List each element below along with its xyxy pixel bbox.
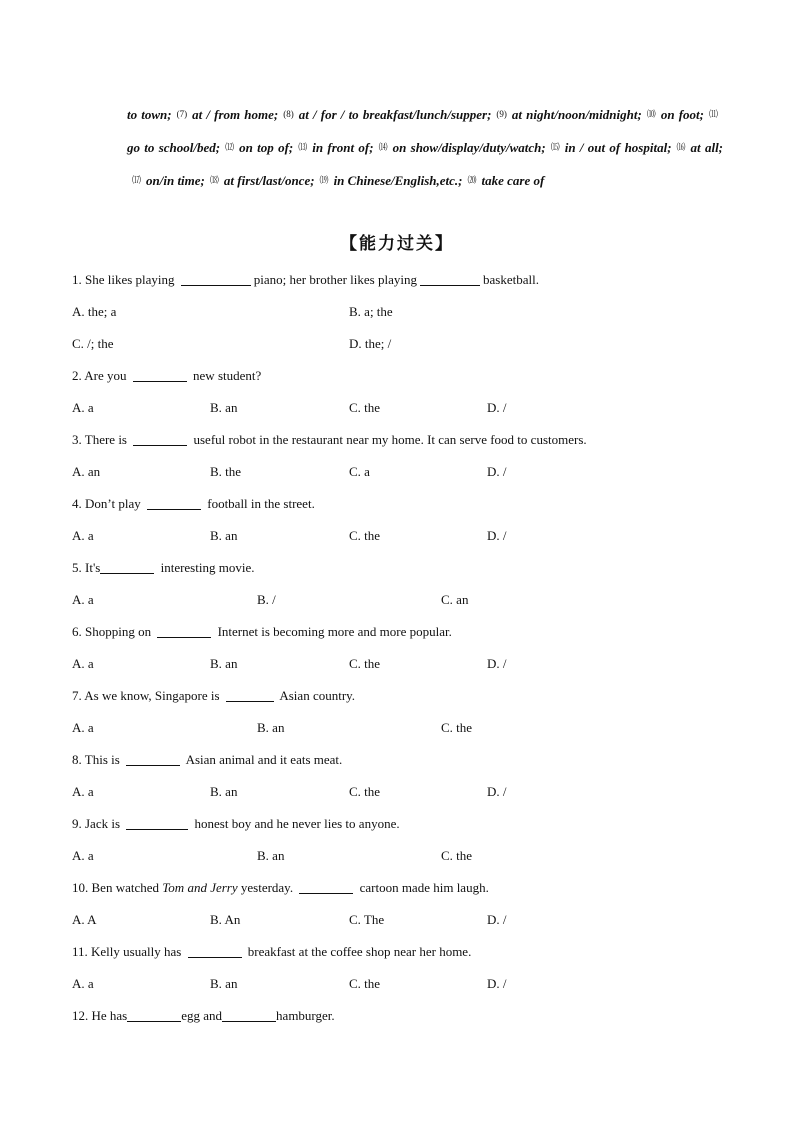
phrase-list	[127, 98, 723, 197]
options-2	[72, 392, 732, 424]
phrase: go to school/bed;	[127, 140, 221, 155]
question-text: 11. Kelly usually has	[72, 944, 185, 959]
option-a[interactable]: A. an	[72, 464, 101, 479]
question-text: interesting movie.	[157, 560, 255, 575]
option-c[interactable]: C. The	[349, 912, 385, 927]
option-c[interactable]: C. the	[349, 976, 381, 991]
question-9	[72, 808, 732, 840]
question-text: yesterday.	[237, 880, 297, 895]
options-7	[72, 712, 732, 744]
question-text: 9. Jack is	[72, 816, 124, 831]
phrase: on foot;	[660, 107, 704, 122]
question-1	[72, 264, 732, 296]
question-text: football in the street.	[203, 496, 315, 511]
option-a[interactable]: A. a	[72, 656, 94, 671]
options-4	[72, 520, 732, 552]
option-a[interactable]: A. the; a	[72, 304, 117, 319]
option-a[interactable]: A. A	[72, 912, 97, 927]
question-text: 5. It's	[72, 560, 101, 575]
phrase-number: ⒃	[676, 142, 686, 152]
phrase: on top of;	[239, 140, 294, 155]
options-3	[72, 456, 732, 488]
option-a[interactable]: A. a	[72, 400, 94, 415]
option-a[interactable]: A. a	[72, 784, 94, 799]
question-6	[72, 616, 732, 648]
question-text: 6. Shopping on	[72, 624, 155, 639]
section-title: 【能力过关】	[340, 234, 454, 254]
phrase-number: ⒆	[319, 175, 329, 185]
question-text: new student?	[189, 368, 262, 383]
question-text: 12. He has	[72, 1008, 128, 1023]
question-4	[72, 488, 732, 520]
phrase: at / for / to breakfast/lunch/supper;	[298, 107, 492, 122]
answer-blank[interactable]	[420, 271, 480, 286]
phrase: in / out of hospital;	[564, 140, 672, 155]
option-b[interactable]: B. an	[210, 976, 238, 991]
phrase: at night/noon/midnight;	[511, 107, 642, 122]
phrase: take care of	[481, 173, 545, 188]
option-b[interactable]: B. an	[210, 400, 238, 415]
option-c[interactable]: C. a	[349, 464, 370, 479]
phrase-number: ⒅	[209, 175, 219, 185]
question-text: 8. This is	[72, 752, 124, 767]
answer-blank[interactable]	[157, 623, 211, 638]
option-c[interactable]: C. the	[441, 720, 473, 735]
question-text: useful robot in the restaurant near my home. It can serve food to customers.	[190, 432, 587, 447]
option-c[interactable]: C. the	[349, 528, 381, 543]
question-text: basketball.	[482, 272, 539, 287]
option-b[interactable]: B. the	[210, 464, 242, 479]
phrase-number: ⒄	[132, 175, 142, 185]
question-7	[72, 680, 732, 712]
question-text: Internet is becoming more and more popular.	[214, 624, 452, 639]
phrase-number: ⑾	[708, 109, 718, 119]
question-text: 4. Don’t play	[72, 496, 144, 511]
option-a[interactable]: A. a	[72, 720, 94, 735]
option-a[interactable]: A. a	[72, 592, 94, 607]
question-text: 2. Are you	[72, 368, 130, 383]
option-b[interactable]: B. a; the	[349, 304, 393, 319]
question-2	[72, 360, 732, 392]
answer-blank[interactable]	[133, 431, 187, 446]
cartoon-title: Tom and Jerry	[162, 880, 238, 895]
question-text: honest boy and he never lies to anyone.	[191, 816, 400, 831]
question-text: Asian country.	[276, 688, 356, 703]
options-6	[72, 648, 732, 680]
options-1	[72, 296, 732, 328]
options-10	[72, 904, 732, 936]
option-d[interactable]: D. /	[487, 784, 507, 799]
answer-blank[interactable]	[188, 943, 242, 958]
option-d[interactable]: D. /	[487, 464, 507, 479]
option-b[interactable]: B. an	[210, 656, 238, 671]
phrase-number: (7)	[176, 109, 188, 119]
question-text: 1. She likes playing	[72, 272, 178, 287]
question-text: 3. There is	[72, 432, 131, 447]
question-text: breakfast at the coffee shop near her home.	[244, 944, 472, 959]
phrase-number: ⒂	[550, 142, 560, 152]
answer-blank[interactable]	[222, 1007, 276, 1022]
option-b[interactable]: B. an	[210, 528, 238, 543]
option-c[interactable]: C. /; the	[72, 336, 114, 351]
phrase: at all;	[690, 140, 724, 155]
phrase-number: (8)	[283, 109, 294, 119]
question-12	[72, 1000, 732, 1032]
option-d[interactable]: D. /	[487, 976, 507, 991]
answer-blank[interactable]	[147, 495, 201, 510]
question-text: hamburger.	[276, 1008, 335, 1023]
question-11	[72, 936, 732, 968]
question-text: cartoon made him laugh.	[356, 880, 489, 895]
option-b[interactable]: B. an	[257, 848, 285, 863]
answer-blank[interactable]	[299, 879, 353, 894]
option-d[interactable]: D. /	[487, 912, 507, 927]
question-text: Asian animal and it eats meat.	[183, 752, 343, 767]
option-b[interactable]: B. An	[210, 912, 241, 927]
answer-blank[interactable]	[126, 815, 188, 830]
option-c[interactable]: C. an	[441, 592, 469, 607]
option-c[interactable]: C. the	[441, 848, 473, 863]
options-5	[72, 584, 732, 616]
phrase: on show/display/duty/watch;	[392, 140, 546, 155]
answer-blank[interactable]	[226, 687, 274, 702]
phrase-number: ⑽	[646, 109, 656, 119]
phrase: on/in time;	[146, 173, 205, 188]
phrase-number: ⒁	[378, 142, 388, 152]
question-5	[72, 552, 732, 584]
question-3	[72, 424, 732, 456]
options-1-cont	[72, 328, 732, 360]
phrase-number: ⒇	[467, 175, 477, 185]
option-d[interactable]: D. /	[487, 656, 507, 671]
answer-blank[interactable]	[133, 367, 187, 382]
option-c[interactable]: C. the	[349, 400, 381, 415]
question-text: piano; her brother likes playing	[253, 272, 417, 287]
phrase: at first/last/once;	[223, 173, 315, 188]
option-a[interactable]: A. a	[72, 848, 94, 863]
options-8	[72, 776, 732, 808]
option-b[interactable]: B. an	[257, 720, 285, 735]
question-10	[72, 872, 732, 904]
question-text: 7. As we know, Singapore is	[72, 688, 223, 703]
answer-blank[interactable]	[181, 271, 251, 286]
options-11	[72, 968, 732, 1000]
option-b[interactable]: B. /	[257, 592, 276, 607]
phrase: to town;	[127, 107, 172, 122]
question-text: egg and	[181, 1008, 223, 1023]
phrase: at / from home;	[192, 107, 279, 122]
answer-blank[interactable]	[126, 751, 180, 766]
phrase-number: (9)	[496, 109, 507, 119]
phrase-number: ⒀	[298, 142, 308, 152]
question-text: 10. Ben watched	[72, 880, 163, 895]
question-list	[72, 264, 732, 1032]
option-d[interactable]: D. /	[487, 528, 507, 543]
phrase: in Chinese/English,etc.;	[333, 173, 463, 188]
option-a[interactable]: A. a	[72, 528, 94, 543]
option-c[interactable]: C. the	[349, 656, 381, 671]
answer-blank[interactable]	[100, 559, 154, 574]
option-d[interactable]: D. the; /	[349, 336, 392, 351]
option-b[interactable]: B. an	[210, 784, 238, 799]
option-a[interactable]: A. a	[72, 976, 94, 991]
phrase-number: ⑿	[225, 142, 235, 152]
phrase: in front of;	[312, 140, 374, 155]
option-c[interactable]: C. the	[349, 784, 381, 799]
answer-blank[interactable]	[127, 1007, 181, 1022]
option-d[interactable]: D. /	[487, 400, 507, 415]
question-8	[72, 744, 732, 776]
options-9	[72, 840, 732, 872]
